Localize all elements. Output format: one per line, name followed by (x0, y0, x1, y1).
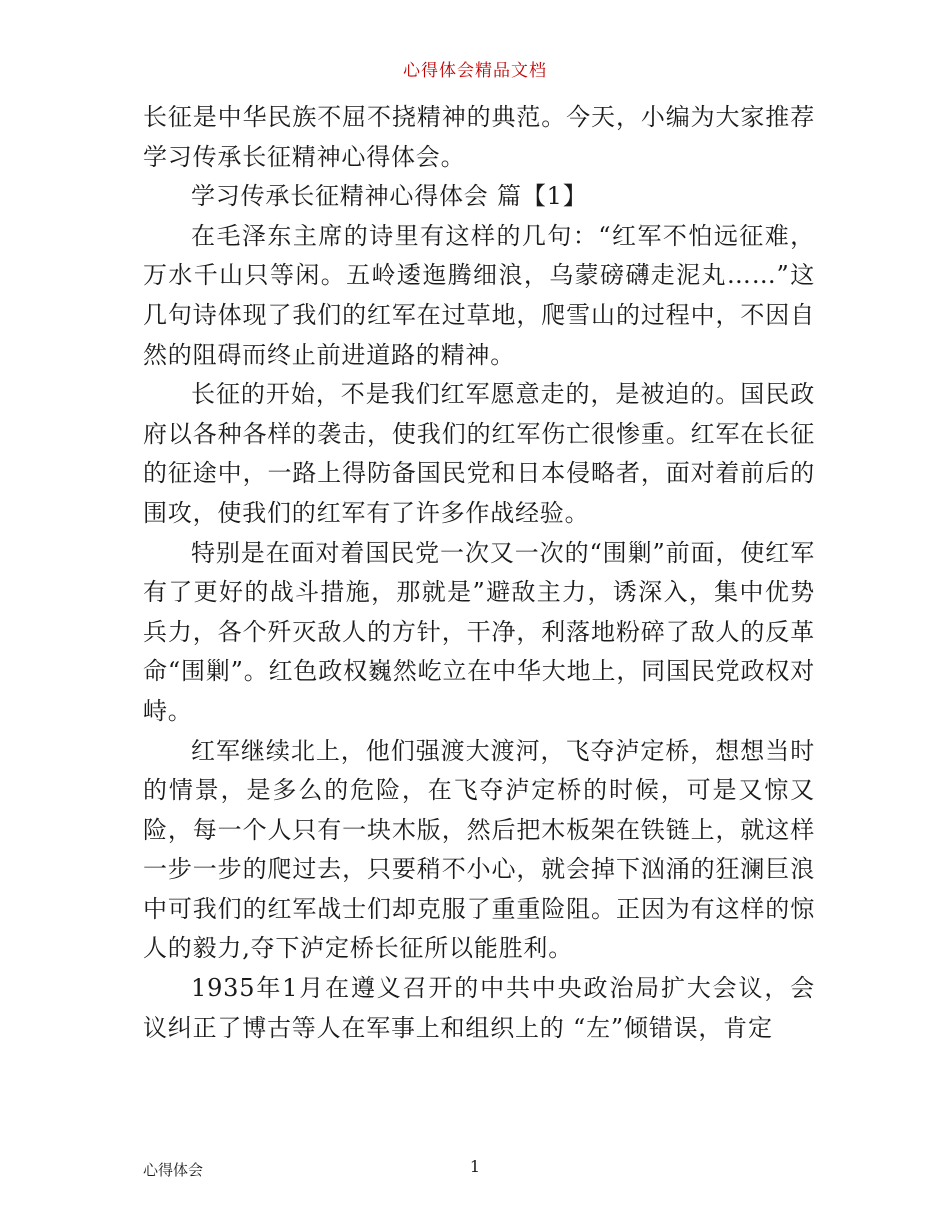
page-header-title: 心得体会精品文档 (403, 61, 547, 81)
section-heading: 学习传承长征精神心得体会 篇【1】 (191, 182, 588, 211)
paragraph-intro: 长征是中华民族不屈不挠精神的典范。今天，小编为大家推荐学习传承长征精神心得体会。 (143, 103, 815, 171)
paragraph: 1935年1月在遵义召开的中共中央政治局扩大会议，会议纠正了博古等人在军事上和组织上的 “左”倾错误，肯定 (143, 974, 815, 1042)
paragraph: 长征的开始，不是我们红军愿意走的，是被迫的。国民政府以各种各样的袭击，使我们的红军伤亡很惨重。红军在长征的征途中，一路上得防备国民党和日本侵略者，面对着前后的围攻，使我们的红军有了许多作战经验。 (143, 380, 815, 527)
paragraph: 特别是在面对着国民党一次又一次的“围剿”前面，使红军有了更好的战斗措施，那就是”避敌主力，诱深入，集中优势兵力，各个歼灭敌人的方针，干净，利落地粉碎了敌人的反革命“围剿”。红色政权巍然屹立在中华大地上，同国民党政权对峙。 (143, 538, 815, 725)
paragraph: 红军继续北上，他们强渡大渡河，飞夺泸定桥，想想当时的情景，是多么的危险，在飞夺泸定桥的时候，可是又惊又险，每一个人只有一块木版，然后把木板架在铁链上，就这样一步一步的爬过去，只要稍不小心，就会掉下汹涌的狂澜巨浪中可我们的红军战士们却克服了重重险阻。正因为有这样的惊人的毅力,夺下泸定桥长征所以能胜利。 (143, 736, 815, 963)
page-number: 1 (469, 1157, 481, 1176)
paragraph: 在毛泽东主席的诗里有这样的几句：“红军不怕远征难，万水千山只等闲。五岭逶迤腾细浪，乌蒙磅礴走泥丸……”这几句诗体现了我们的红军在过草地，爬雪山的过程中，不因自然的阻碍而终止前进道路的精神。 (143, 221, 815, 369)
document-body (143, 98, 815, 1048)
footer-label: 心得体会 (143, 1161, 204, 1179)
